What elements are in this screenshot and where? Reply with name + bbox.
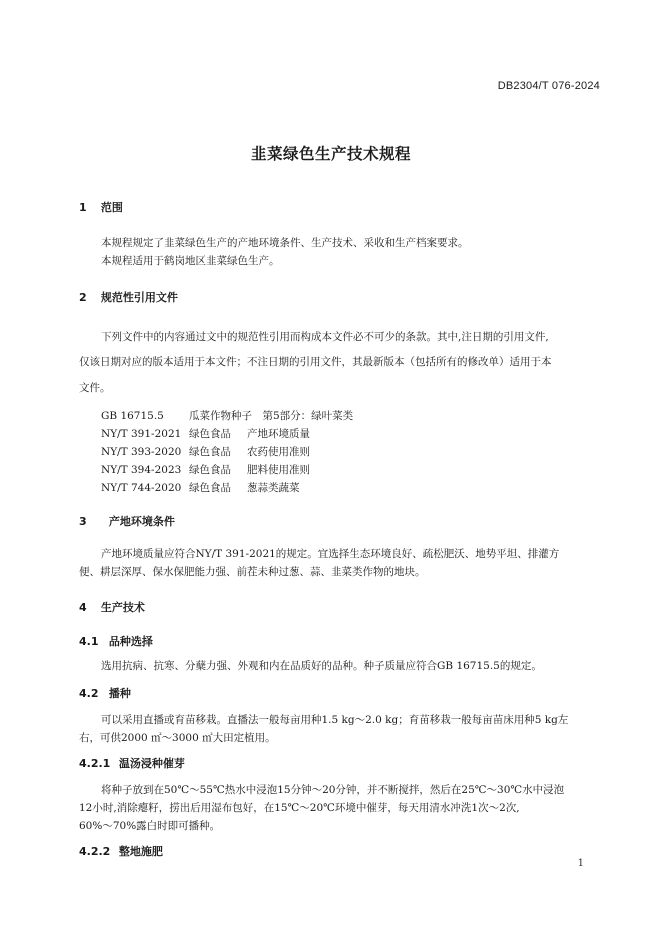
section-title: 品种选择 bbox=[108, 635, 153, 648]
section-4-2-2-heading bbox=[79, 843, 163, 859]
section-4-2-1-line-1: 将种子放到在50℃～55℃热水中浸泡15分钟～20分钟，并不断搅拌，然后在25℃～30℃水中浸泡 bbox=[101, 784, 565, 796]
section-number: 4.2 bbox=[79, 687, 99, 700]
section-4-2-1-line-2: 12小时,消除瘪籽，捞出后用湿布包好，在15℃～20℃环境中催芽，每天用清水冲洗1次～2次, bbox=[79, 802, 520, 814]
section-number: 3 bbox=[79, 515, 87, 528]
section-2-line-1: 下列文件中的内容通过文中的规范性引用而构成本文件必不可少的条款。其中,注日期的引用文件, bbox=[101, 331, 549, 343]
reference-title: 葱蒜类蔬菜 bbox=[247, 482, 300, 494]
reference-category: 绿色食品 bbox=[189, 464, 231, 476]
reference-title: 肥料使用准则 bbox=[247, 464, 310, 476]
section-4-2-1-line-3: 60%～70%露白时即可播种。 bbox=[79, 820, 221, 832]
section-3-line-1: 产地环境质量应符合NY/T 391-2021的规定。宜选择生态环境良好、疏松肥沃、地势平坦、排灌方 bbox=[101, 548, 560, 560]
section-4-1-line-1: 选用抗病、抗寒、分蘖力强、外观和内在品质好的品种。种子质量应符合GB 16715.5的规定。 bbox=[101, 660, 542, 672]
reference-category: 绿色食品 bbox=[189, 482, 231, 494]
section-title: 范围 bbox=[100, 201, 123, 214]
reference-item bbox=[101, 480, 300, 495]
section-title: 规范性引用文件 bbox=[100, 291, 178, 304]
reference-title: 农药使用准则 bbox=[247, 446, 310, 458]
section-1-line-1: 本规程规定了韭菜绿色生产的产地环境条件、生产技术、采收和生产档案要求。 bbox=[101, 237, 469, 249]
section-4-2-line-2: 右，可供2000 ㎡～3000 ㎡大田定植用。 bbox=[79, 732, 276, 744]
section-2-line-2: 仅该日期对应的版本适用于本文件；不注日期的引用文件，其最新版本（包括所有的修改单）适用于本 bbox=[79, 356, 552, 368]
section-4-2-line-1: 可以采用直播或育苗移栽。直播法一般每亩用种1.5 kg～2.0 kg；育苗移栽一般每亩苗床用种5 kg左 bbox=[101, 714, 569, 726]
section-4-heading bbox=[79, 599, 145, 615]
reference-item bbox=[101, 444, 310, 459]
reference-title: 第5部分：绿叶菜类 bbox=[262, 410, 354, 422]
reference-category: 绿色食品 bbox=[189, 428, 231, 440]
reference-code: NY/T 391-2021 bbox=[101, 428, 182, 440]
section-number: 4.2.1 bbox=[79, 757, 111, 770]
reference-category: 绿色食品 bbox=[189, 446, 231, 458]
reference-code: NY/T 394-2023 bbox=[101, 464, 182, 476]
page-number: 1 bbox=[577, 858, 584, 869]
section-2-heading bbox=[79, 289, 178, 305]
document-code: DB2304/T 076-2024 bbox=[497, 80, 600, 92]
reference-category: 瓜菜作物种子 bbox=[189, 410, 252, 422]
reference-code: NY/T 393-2020 bbox=[101, 446, 182, 458]
section-1-heading bbox=[79, 199, 123, 215]
section-3-heading bbox=[79, 513, 175, 529]
section-4-1-heading bbox=[79, 633, 153, 649]
reference-code: GB 16715.5 bbox=[101, 410, 164, 422]
reference-code: NY/T 744-2020 bbox=[101, 482, 182, 494]
section-number: 4.1 bbox=[79, 635, 99, 648]
reference-title: 产地环境质量 bbox=[247, 428, 310, 440]
section-number: 1 bbox=[79, 201, 87, 214]
section-2-line-3: 文件。 bbox=[79, 382, 111, 394]
section-title: 播种 bbox=[108, 687, 131, 700]
section-title: 温汤浸种催芽 bbox=[118, 757, 185, 770]
reference-item bbox=[101, 462, 310, 477]
reference-item bbox=[101, 426, 310, 441]
section-1-line-2: 本规程适用于鹤岗地区韭菜绿色生产。 bbox=[101, 255, 280, 267]
section-3-line-2: 便、耕层深厚、保水保肥能力强、前茬未种过葱、蒜、韭菜类作物的地块。 bbox=[79, 566, 426, 578]
section-title: 产地环境条件 bbox=[108, 515, 175, 528]
section-4-2-heading bbox=[79, 685, 131, 701]
reference-item bbox=[101, 408, 353, 423]
section-title: 整地施肥 bbox=[118, 845, 163, 858]
section-number: 4.2.2 bbox=[79, 845, 111, 858]
section-4-2-1-heading bbox=[79, 755, 185, 771]
section-title: 生产技术 bbox=[100, 601, 145, 614]
section-number: 4 bbox=[79, 601, 87, 614]
section-number: 2 bbox=[79, 291, 87, 304]
page-title: 韭菜绿色生产技术规程 bbox=[250, 145, 411, 163]
